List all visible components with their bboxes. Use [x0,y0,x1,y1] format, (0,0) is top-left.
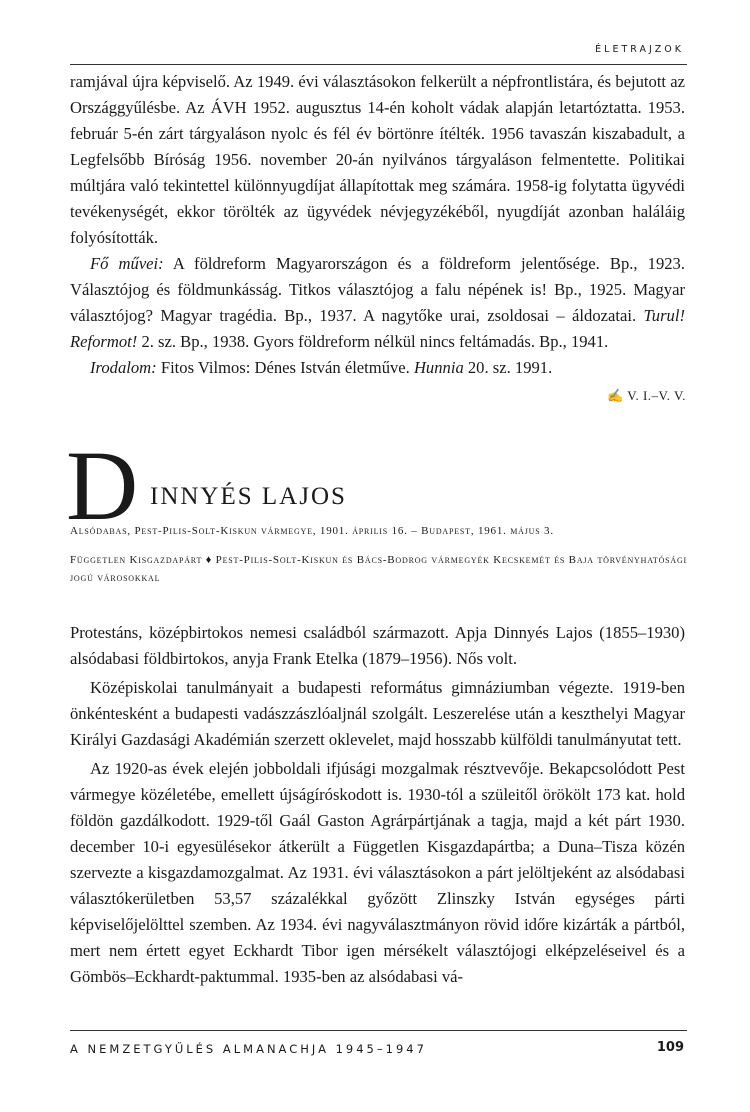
works-text-2: 2. sz. Bp., 1938. Gyors földreform nélkül nincs feltámadás. Bp., 1941. [137,332,609,351]
previous-entry-paragraph: ramjával újra képviselő. Az 1949. évi választásokon felkerült a népfrontlistára, és bejutott az Országgyűlésbe. Az ÁVH 1952. augusztus 14-én koholt vádak alapján letartóztatta. 1953. február 5-én zárt tárgyaláson nyolc és fél év börtönre ítélték. 1956 tavaszán kiszabadult, a Legfelsőbb Bíróság 1956. november 20-án nyilvános tárgyaláson felmentette. Politikai múltjára való tekintettel különnyugdíjat állapítottak meg számára. 1958-ig folytatta ügyvédi tevékenységét, ekkor törölték az ügyvédek névjegyzékéből, nyugdíját azonban haláláig folyósították. [70,72,685,247]
header-rule [70,64,687,65]
author-signature: ✍ V. I.–V. V. [607,388,686,403]
running-header: ÉLETRAJZOK [595,44,684,55]
literature-paragraph [70,355,685,381]
education-paragraph: Középiskolai tanulmányait a budapesti református gimnáziumban végezte. 1919-ben önkéntesként a budapesti vadászzászlóaljnál szolgált. Leszerelése után a keszthelyi Magyar Királyi Gazdasági Akadémián szerzett oklevelet, majd hosszabb külföldi tanulmányutat tett. [70,678,685,749]
works-paragraph [70,251,685,355]
page-number: 109 [656,1040,684,1055]
birth-death-line: Alsódabas, Pest-Pilis-Solt-Kiskun vármegye, 1901. április 16. – Budapest, 1961. május 3. [70,525,554,537]
literature-text-1: Fitos Vilmos: Dénes István életműve. [156,358,414,377]
drop-cap-initial: D [66,430,139,541]
literature-text-2: 20. sz. 1991. [463,358,553,377]
career-paragraph: Az 1920-as évek elején jobboldali ifjúsági mozgalmak résztvevője. Bekapcsolódott Pest vármegye közéletébe, emellett újságíróskodott is. 1930-tól a szüleitől örökölt 173 kat. hold földön gazdálkodott. 1929-től Gaál Gaston Agrárpártjának a tagja, majd a két párt 1930. december 10-i egyesülésekor átkerült a Független Kisgazdapártba; a Duna–Tisza közén szervezte a kisgazdamozgalmat. Az 1931. évi választásokon a párt jelöltjeként az alsódabasi választókerületben 53,57 százalékkal győzött Zlinszky István egységes párti képviselőjelölttel szemben. Az 1934. évi nagyválasztmányon rövid időre kizárták a pártból, mert nem értett egyet Eckhardt Tibor igen mérsékelt választójogi elképzeléseivel és a Gömbös–Eckhardt-paktummal. 1935-ben az alsódabasi vá- [70,759,685,986]
works-text-1: A földreform Magyarországon és a földreform jelentősége. Bp., 1923. Választójog és földmunkásság. Titkos választójog a falu népének is! Bp., 1925. Magyar választójog? Magyar tragédia. Bp., 1937. A nagytőke urai, zsoldosai – áldozatai. [70,254,685,325]
works-label: Fő művei: [90,254,164,273]
footer-rule [70,1030,687,1031]
footer-book-title: A NEMZETGYŰLÉS ALMANACHJA 1945–1947 [70,1042,427,1056]
biography-body [70,620,685,993]
works-italic-title: Turul! Reformot! [70,306,685,351]
party-district-line: Független Kisgazdapárt ♦ Pest-Pilis-Solt-Kiskun és Bács-Bodrog vármegyék Kecskemét és Baja törvényhatósági jogú városokkal [70,554,688,584]
previous-entry-tail [70,69,685,381]
person-name: INNYÉS LAJOS [150,483,347,510]
family-paragraph: Protestáns, középbirtokos nemesi családból származott. Apja Dinnyés Lajos (1855–1930) alsódabasi földbirtokos, anyja Frank Etelka (1879–1956). Nős volt. [70,623,685,668]
literature-italic-title: Hunnia [413,358,464,377]
literature-label: Irodalom: [90,358,157,377]
